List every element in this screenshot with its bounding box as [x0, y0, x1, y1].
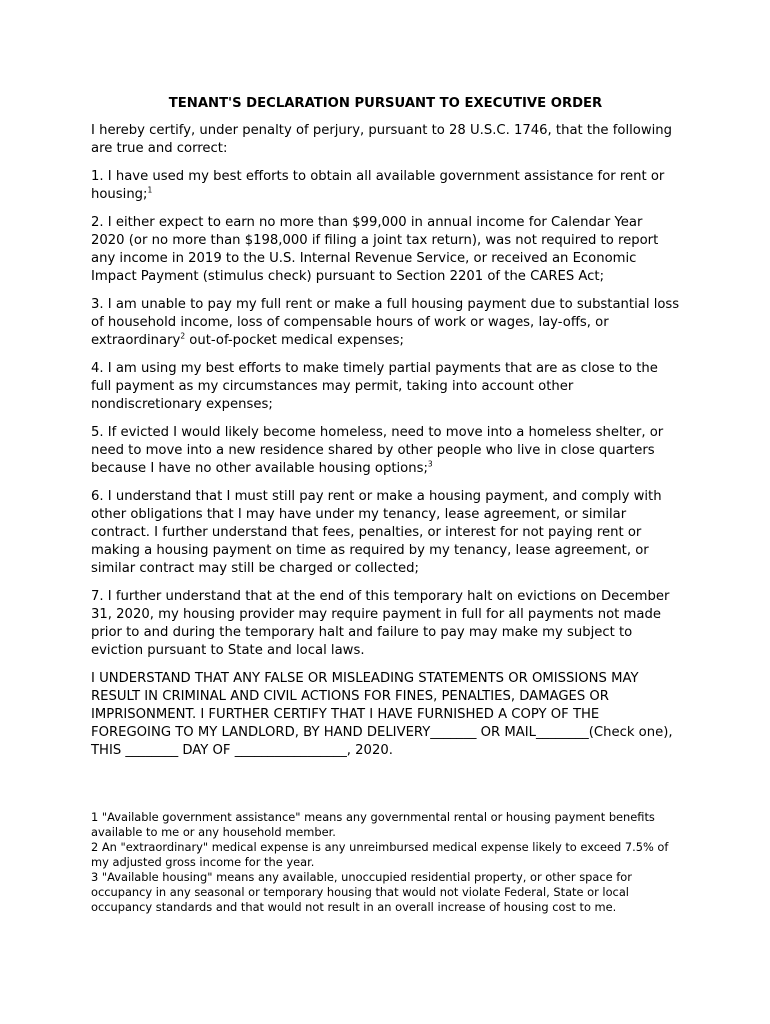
item-text: 6. I understand that I must still pay rent or make a housing payment, and comply with other obligations that I may have under my tenancy, lease agreement, or similar contract. I further understand that fees, penalties, or interest for not paying rent or making a housing payment on time as required by my tenancy, lease agreement, or similar contract may still be charged or collected; — [91, 489, 662, 576]
item-text: 3. I am unable to pay my full rent or make a full housing payment due to substantial loss of household income, loss of compensable hours of work or wages, lay-offs, or extraordinary — [91, 297, 680, 348]
declaration-item-3 — [91, 296, 680, 350]
footnote-ref-3: 3 — [427, 459, 433, 469]
item-text: 7. I further understand that at the end of this temporary halt on evictions on December 31, 2020, my housing provider may require payment in full for all payments not made prior to and during the temporary halt and failure to pay may make my subject to eviction pursuant to State and local laws. — [91, 589, 670, 658]
footnote-1: 1 "Available government assistance" means any governmental rental or housing payment benefits available to me or any household member. — [91, 810, 655, 839]
declaration-item-2 — [91, 214, 680, 286]
document-title: TENANT'S DECLARATION PURSUANT TO EXECUTIVE ORDER — [168, 96, 603, 111]
footnote-ref-1: 1 — [147, 185, 153, 195]
footnote-ref-2: 2 — [180, 331, 186, 341]
footnote-3: 3 "Available housing" means any available, unoccupied residential property, or other space for occupancy in any seasonal or temporary housing that would not violate Federal, State or local occupancy standards and that would not result in an overall increase of housing cost to me. — [91, 870, 632, 914]
item-text-tail: out-of-pocket medical expenses; — [185, 333, 404, 348]
declaration-item-4 — [91, 360, 680, 414]
declaration-item-5 — [91, 424, 680, 478]
certification-notice: I UNDERSTAND THAT ANY FALSE OR MISLEADING STATEMENTS OR OMISSIONS MAY RESULT IN CRIMINAL AND CIVIL ACTIONS FOR FINES, PENALTIES, DAMAGES OR IMPRISONMENT. I FURTHER CERTIFY THAT I HAVE FURNISHED A COPY OF THE FOREGOING TO MY LANDLORD, BY HAND DELIVERY_______ OR MAIL________(Check one), THIS ________ DAY OF _________________, 2020. — [91, 671, 673, 758]
declaration-item-7 — [91, 588, 680, 660]
footnote-2: 2 An "extraordinary" medical expense is any unreimbursed medical expense likely to exceed 7.5% of my adjusted gross income for the year. — [91, 840, 669, 869]
footnotes-section — [91, 810, 683, 915]
item-text: 2. I either expect to earn no more than $99,000 in annual income for Calendar Year 2020 (or no more than $198,000 if filing a joint tax return), was not required to report any income in 2019 to the U.S. Internal Revenue Service, or received an Economic Impact Payment (stimulus check) pursuant to Section 2201 of the CARES Act; — [91, 215, 659, 284]
declaration-item-6 — [91, 488, 680, 578]
declaration-item-1 — [91, 168, 680, 204]
item-text: 5. If evicted I would likely become homeless, need to move into a homeless shelter, or need to move into a new residence shared by other people who live in close quarters because I have no other available housing options; — [91, 425, 664, 476]
item-text: 4. I am using my best efforts to make timely partial payments that are as close to the full payment as my circumstances may permit, taking into account other nondiscretionary expenses; — [91, 361, 658, 412]
intro-paragraph: I hereby certify, under penalty of perjury, pursuant to 28 U.S.C. 1746, that the following are true and correct: — [91, 123, 673, 156]
item-text: 1. I have used my best efforts to obtain all available government assistance for rent or housing; — [91, 169, 665, 202]
